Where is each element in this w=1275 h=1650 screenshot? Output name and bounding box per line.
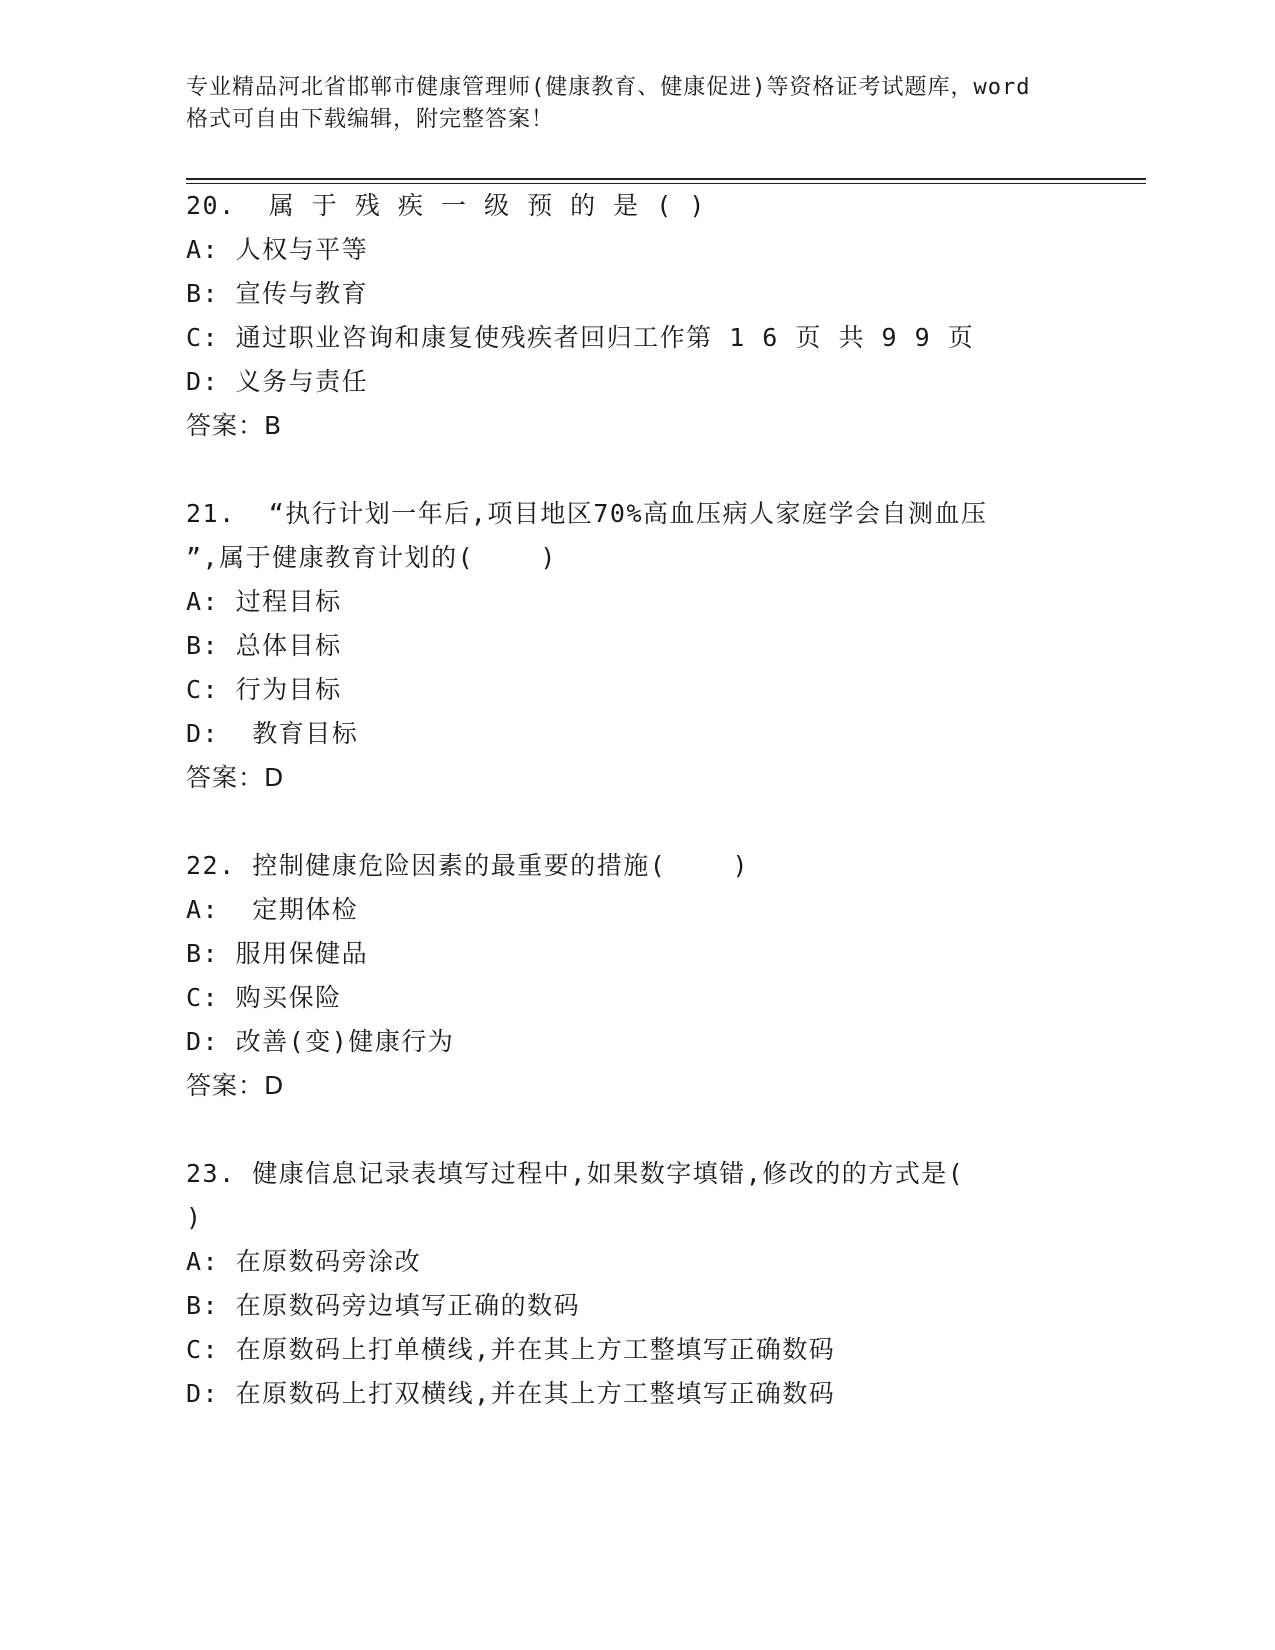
question-22-answer: 答案：D: [186, 1071, 285, 1100]
question-23-option-c: C: 在原数码上打单横线,并在其上方工整填写正确数码: [186, 1335, 836, 1364]
question-20-option-d: D: 义务与责任: [186, 367, 369, 396]
question-20-answer: 答案：B: [186, 411, 283, 440]
question-23-option-d: D: 在原数码上打双横线,并在其上方工整填写正确数码: [186, 1379, 836, 1408]
question-20-option-c: C: 通过职业咨询和康复使残疾者回归工作第 1 6 页 共 9 9 页: [186, 323, 975, 352]
question-22-option-d: D: 改善(变)健康行为: [186, 1027, 455, 1056]
question-22-stem: 22. 控制健康危险因素的最重要的措施( ): [186, 851, 750, 880]
question-23-option-a: A: 在原数码旁涂改: [186, 1247, 422, 1276]
question-21-stem-continued: ”,属于健康教育计划的( ): [186, 543, 557, 572]
question-23-option-b: B: 在原数码旁边填写正确的数码: [186, 1291, 581, 1320]
question-23-stem: 23. 健康信息记录表填写过程中,如果数字填错,修改的的方式是(: [186, 1159, 965, 1188]
question-21-option-d: D: 教育目标: [186, 719, 359, 748]
question-21-stem: 21. “执行计划一年后,项目地区70%高血压病人家庭学会自测血压: [186, 499, 988, 528]
header-divider-thin: [186, 183, 1146, 184]
question-23-stem-continued: ): [186, 1203, 203, 1232]
question-21-answer: 答案：D: [186, 763, 285, 792]
question-22-option-b: B: 服用保健品: [186, 939, 369, 968]
header-divider-thick: [186, 178, 1146, 180]
question-20-option-b: B: 宣传与教育: [186, 279, 369, 308]
question-20-stem: 20. 属 于 残 疾 一 级 预 的 是 ( ): [186, 191, 706, 220]
question-21-option-a: A: 过程目标: [186, 587, 342, 616]
question-20-option-a: A: 人权与平等: [186, 235, 369, 264]
question-21-option-b: B: 总体目标: [186, 631, 342, 660]
document-header: 专业精品河北省邯郸市健康管理师(健康教育、健康促进)等资格证考试题库，word 格式可自由下载编辑，附完整答案！: [186, 75, 1031, 132]
question-22-option-c: C: 购买保险: [186, 983, 342, 1012]
question-21-option-c: C: 行为目标: [186, 675, 342, 704]
question-22-option-a: A: 定期体检: [186, 895, 359, 924]
